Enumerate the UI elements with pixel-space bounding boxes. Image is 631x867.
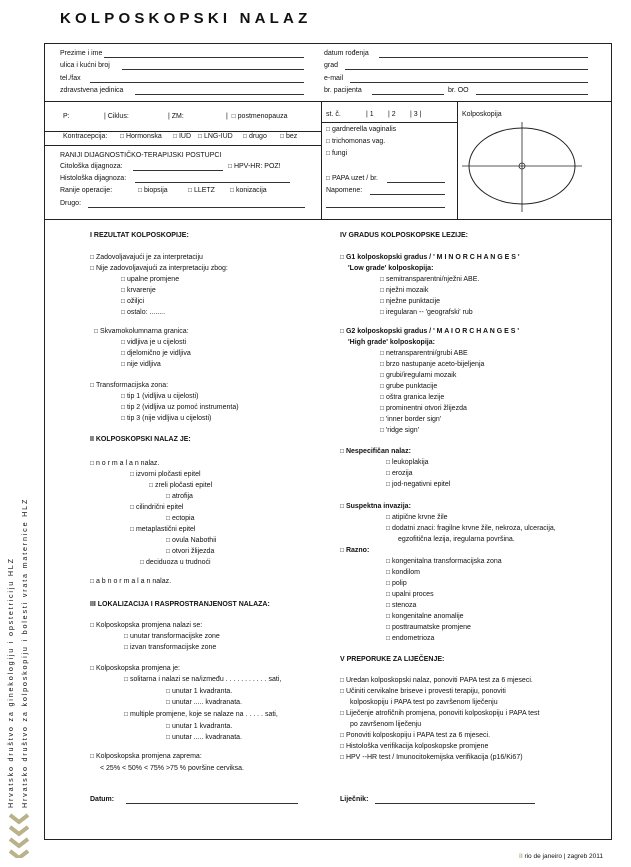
trans-label[interactable]: □ Transformacijska zona: <box>90 381 168 390</box>
label-kolposkopija: Kolposkopija <box>462 111 502 118</box>
g2-subtitle: 'High grade' kolposkopija: <box>348 339 435 346</box>
postmenopauza-label: postmenopauza <box>237 113 288 120</box>
label-citoloska: Citološka dijagnoza: <box>60 163 123 170</box>
sec1-item[interactable]: □ Nije zadovoljavajući za interpretaciju zbog: <box>90 264 228 273</box>
sec1-sub[interactable]: □ upalne promjene <box>121 275 179 284</box>
papa-field[interactable] <box>387 182 445 183</box>
label-kontracepcija: Kontracepcija: <box>63 133 108 140</box>
label-br-oo: br. OO <box>448 87 469 94</box>
label-raniji: RANIJI DIJAGNOSTIČKO-TERAPIJSKI POSTUPCI <box>60 152 222 159</box>
checkbox-hormonska[interactable]: □ Hormonska <box>120 132 162 141</box>
g2-item[interactable]: □ 'inner border sign' <box>380 415 441 424</box>
sec2-item[interactable]: □ zreli pločasti epitel <box>149 481 212 490</box>
col-1: | 1 <box>366 111 374 118</box>
checkbox-bez[interactable]: □ bez <box>280 132 297 141</box>
label-datum: Datum: <box>90 796 115 803</box>
susp-item[interactable]: □ dodatni znaci: fragilne krvne žile, nekroza, ulceracija, <box>386 524 556 533</box>
g2-item[interactable]: □ grubi/iregularni mozaik <box>380 371 456 380</box>
sec2-item[interactable]: □ ovula Nabothii <box>166 536 216 545</box>
label-patient-no: br. pacijenta <box>324 87 362 94</box>
email-field[interactable] <box>350 82 588 83</box>
label-street: ulica i kućni broj <box>60 62 110 69</box>
g1-subtitle: 'Low grade' kolposkopija: <box>348 265 434 272</box>
nesp-checkbox[interactable]: □ Nespecifičan nalaz: <box>340 447 411 456</box>
skvamo-sub[interactable]: □ vidljiva je u cijelosti <box>121 338 186 347</box>
sec1-sub[interactable]: □ krvarenje <box>121 286 156 295</box>
logo-chevrons-icon <box>8 812 30 858</box>
razno-item[interactable]: □ endometrioza <box>386 634 434 643</box>
label-ranije-op: Ranije operacije: <box>60 187 113 194</box>
drugo-field[interactable] <box>88 207 305 208</box>
g1-item[interactable]: □ nježne punktacije <box>380 297 440 306</box>
tel-field[interactable] <box>90 82 304 83</box>
nesp-item[interactable]: □ leukoplakija <box>386 458 429 467</box>
col-3: | 3 | <box>410 111 422 118</box>
checkbox-biopsija[interactable]: □ biopsija <box>138 186 168 195</box>
side-text-2: Hrvatsko društvo za kolposkopiju i bolesti vrata maternice HLZ <box>20 497 29 808</box>
razno-checkbox[interactable]: □ Razno: <box>340 546 369 555</box>
g1-checkbox[interactable]: □ G1 kolposkopski gradus / ' M I N O R C H A N G E S ' <box>340 253 520 262</box>
label-napomene: Napomene: <box>326 187 363 194</box>
sec2-item[interactable]: □ deciduoza u trudnoći <box>140 558 211 567</box>
susp-item-cont: egzofitična lezija, iregularna površina. <box>398 536 515 543</box>
sec5-item[interactable]: □ HPV --HR test / Imunocitokemijska verifikacija (p16/Ki67) <box>340 753 523 762</box>
nesp-item[interactable]: □ erozija <box>386 469 413 478</box>
g2-item[interactable]: □ 'ridge sign' <box>380 426 419 435</box>
g2-item[interactable]: □ grube punktacije <box>380 382 437 391</box>
checkbox-drugo[interactable]: □ drugo <box>243 132 267 141</box>
sec3-unutar1b[interactable]: □ unutar 1 kvadranta. <box>166 722 232 731</box>
checkbox-gardnerella[interactable]: □ gardnerella vaginalis <box>326 125 396 134</box>
razno-item[interactable]: □ posttraumatske promjene <box>386 623 471 632</box>
patient-no-field[interactable] <box>372 94 444 95</box>
divider <box>321 122 457 123</box>
label-unit: zdravstvena jedinica <box>60 87 124 94</box>
trans-sub[interactable]: □ tip 3 (nije vidljiva u cijelosti) <box>121 414 211 423</box>
checkbox-fungi[interactable]: □ fungi <box>326 149 347 158</box>
checkbox-konizacija[interactable]: □ konizacija <box>230 186 267 195</box>
abnormalan-checkbox[interactable]: □ a b n o r m a l a n nalaz. <box>90 577 171 586</box>
datum-field[interactable] <box>126 803 298 804</box>
sec1-sub[interactable]: □ ožiljci <box>121 297 144 306</box>
razno-item[interactable]: □ stenoza <box>386 601 416 610</box>
label-st-c: st. č. <box>326 111 341 118</box>
name-field[interactable] <box>104 57 304 58</box>
sec2-item[interactable]: □ ectopia <box>166 514 195 523</box>
col-1-label: 1 <box>369 111 374 118</box>
razno-item[interactable]: □ upalni proces <box>386 590 434 599</box>
footer-text <box>519 852 603 861</box>
label-zm: | ZM: <box>168 113 184 120</box>
trans-sub[interactable]: □ tip 2 (vidljiva uz pomoć instrumenta) <box>121 403 239 412</box>
checkbox-postmenopauza[interactable]: | □ postmenopauza <box>226 112 287 121</box>
g2-item[interactable]: □ prominentni otvori žlijezda <box>380 404 467 413</box>
g2-item[interactable]: □ netransparentni/grubi ABE <box>380 349 468 358</box>
sec2-item[interactable]: □ izvorni pločasti epitel <box>130 470 201 479</box>
g1-item[interactable]: □ nježni mozaik <box>380 286 428 295</box>
lijecnik-field[interactable] <box>375 803 535 804</box>
checkbox-papa[interactable]: □ PAPA uzet / br. <box>326 174 378 183</box>
sec3-unutar-k[interactable]: □ unutar ..... kvadranata. <box>166 698 242 707</box>
sec3-l2[interactable]: □ Kolposkopska promjena je: <box>90 664 180 673</box>
divider <box>44 145 321 146</box>
label-email: e-mail <box>324 75 344 82</box>
sec3-mult[interactable]: □ multiple promjene, koje se nalaze na . . . . . sati, <box>124 710 278 719</box>
sec3-pct: < 25% < 50% < 75% >75 % površine cerviksa. <box>100 765 244 772</box>
sec1-item[interactable]: □ Zadovoljavajući je za interpretaciju <box>90 253 203 262</box>
label-city: grad <box>324 62 339 69</box>
sec5-item[interactable]: □ Histološka verifikacija kolposkopske promjene <box>340 742 488 751</box>
nesp-item[interactable]: □ jod-negativni epitel <box>386 480 450 489</box>
sec2-item[interactable]: □ otvori žlijezda <box>166 547 214 556</box>
col-2: | 2 <box>388 111 396 118</box>
sec2-title: II KOLPOSKOPSKI NALAZ JE: <box>90 436 191 443</box>
label-tel: tel./fax <box>60 75 81 82</box>
sec3-l1[interactable]: □ Kolposkopska promjena nalazi se: <box>90 621 202 630</box>
sec2-item[interactable]: □ cilindrični epitel <box>130 503 183 512</box>
citoloska-field[interactable] <box>133 170 223 171</box>
normalan-checkbox[interactable]: □ n o r m a l a n nalaz. <box>90 459 159 468</box>
label-histoloska: Histološka dijagnoza: <box>60 175 127 182</box>
sec2-item[interactable]: □ atrofija <box>166 492 193 501</box>
sec3-sol[interactable]: □ solitarna i nalazi se na/između . . . . . . . . . . . sati, <box>124 675 281 684</box>
skvamo-sub[interactable]: □ djelomično je vidljiva <box>121 349 191 358</box>
label-lijecnik: Liječnik: <box>340 796 369 803</box>
sec4-title: IV GRADUS KOLPOSKOPSKE LEZIJE: <box>340 232 468 239</box>
susp-checkbox[interactable]: □ Suspektna invazija: <box>340 502 411 511</box>
checkbox-lng-iud[interactable]: □ LNG-IUD <box>198 132 233 141</box>
razno-item[interactable]: □ kongenitalna transformacijska zona <box>386 557 502 566</box>
col-3-label: 3 <box>413 111 418 118</box>
napomene-field-2[interactable] <box>326 207 445 208</box>
sec3-zaprema[interactable]: □ Kolposkopska promjena zaprema: <box>90 752 202 761</box>
city-field[interactable] <box>345 69 588 70</box>
label-dob: datum rođenja <box>324 50 369 57</box>
cervix-diagram[interactable] <box>458 118 608 218</box>
col-2-label: 2 <box>391 111 396 118</box>
sec1-title: I REZULTAT KOLPOSKOPIJE: <box>90 232 189 239</box>
sec5-item[interactable]: □ Učiniti cervikalne briseve i provesti terapiju, ponoviti <box>340 687 506 696</box>
checkbox-hpv[interactable]: □ HPV-HR: POZ! <box>228 162 281 171</box>
sec5-item-cont: kolposkopiju i PAPA test po završenom liječenju <box>350 699 498 706</box>
razno-item[interactable]: □ kongenitalne anomalije <box>386 612 464 621</box>
street-field[interactable] <box>122 69 304 70</box>
sec3-unutar-kb[interactable]: □ unutar ..... kvadranata. <box>166 733 242 742</box>
divider <box>44 101 612 102</box>
sec3-l1a[interactable]: □ unutar transformacijske zone <box>124 632 220 641</box>
sec5-item[interactable]: □ Uredan kolposkopski nalaz, ponoviti PAPA test za 6 mjeseci. <box>340 676 533 685</box>
sec5-item[interactable]: □ Liječenje atrofičnih promjena, ponoviti kolposkopiju i PAPA test <box>340 709 539 718</box>
label-drugo: Drugo: <box>60 200 82 207</box>
br-oo-field[interactable] <box>476 94 588 95</box>
napomene-field[interactable] <box>370 194 445 195</box>
page-title: KOLPOSKOPSKI NALAZ <box>60 10 312 27</box>
label-p: P: <box>63 113 70 120</box>
g1-item[interactable]: □ iregularan -- 'geografski' rub <box>380 308 473 317</box>
g1-item[interactable]: □ semitransparentni/nježni ABE. <box>380 275 479 284</box>
sec3-title: III LOKALIZACIJA I RASPROSTRANJENOST NALAZA: <box>90 601 270 608</box>
checkbox-iud[interactable]: □ IUD <box>173 132 191 141</box>
footer-label: rio de janeiro | zagreb 2011 <box>524 853 603 860</box>
divider <box>44 219 612 220</box>
g2-checkbox[interactable]: □ G2 kolposkopski gradus / ' M A I O R C H A N G E S ' <box>340 327 519 336</box>
sec5-item[interactable]: □ Ponoviti kolposkopiju i PAPA test za 6 mjeseci. <box>340 731 490 740</box>
side-text-1: Hrvatsko društvo za ginekologiju i opstetriciju HLZ <box>6 557 15 808</box>
g2-item[interactable]: □ oštra granica lezije <box>380 393 444 402</box>
histoloska-field[interactable] <box>135 182 290 183</box>
trans-sub[interactable]: □ tip 1 (vidljiva u cijelosti) <box>121 392 199 401</box>
susp-item[interactable]: □ atipične krvne žile <box>386 513 448 522</box>
checkbox-lletz[interactable]: □ LLETZ <box>188 186 215 195</box>
footer-mark-icon: II <box>519 853 523 860</box>
skvamo-sub[interactable]: □ nije vidljiva <box>121 360 161 369</box>
sec3-unutar1[interactable]: □ unutar 1 kvadranta. <box>166 687 232 696</box>
label-name: Prezime i ime <box>60 50 103 57</box>
label-ciklus: | Ciklus: <box>104 113 129 120</box>
sec5-title: V PREPORUKE ZA LIJEČENJE: <box>340 656 445 663</box>
divider <box>321 101 322 219</box>
checkbox-trichomonas[interactable]: □ trichomonas vag. <box>326 137 385 146</box>
g2-item[interactable]: □ brzo nastupanje aceto-bijeljenja <box>380 360 484 369</box>
sec5-item-cont: po završenom liječenju <box>350 721 422 728</box>
razno-item[interactable]: □ polip <box>386 579 407 588</box>
unit-field[interactable] <box>135 94 304 95</box>
dob-field[interactable] <box>379 57 588 58</box>
razno-item[interactable]: □ kondilom <box>386 568 420 577</box>
skvamo-label[interactable]: □ Skvamokolumnarna granica: <box>94 327 189 336</box>
sec1-sub[interactable]: □ ostalo: ........ <box>121 308 165 317</box>
sec2-item[interactable]: □ metaplastični epitel <box>130 525 195 534</box>
sec3-l1b[interactable]: □ izvan transformacijske zone <box>124 643 216 652</box>
